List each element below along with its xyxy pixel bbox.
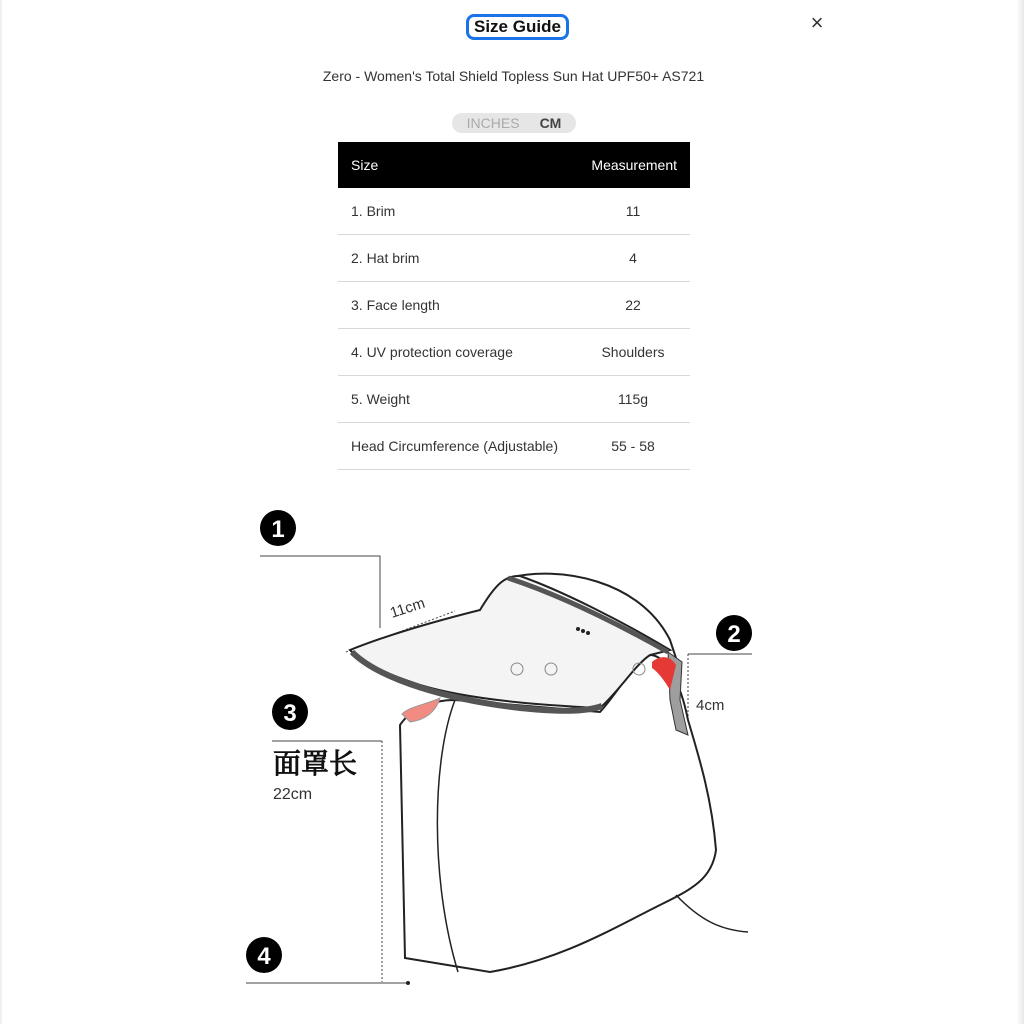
row-value: 4 (576, 235, 690, 282)
column-header-size: Size (338, 142, 576, 188)
svg-text:2: 2 (727, 621, 741, 648)
row-label: 1. Brim (338, 188, 576, 235)
row-label: 3. Face length (338, 282, 576, 329)
brim-dimension: 11cm (387, 594, 428, 622)
brim-leader-line (260, 556, 380, 628)
hat-illustration (350, 574, 748, 972)
close-icon[interactable]: × (810, 10, 824, 35)
face-length-label: 面罩长 (273, 747, 358, 780)
row-label: 4. UV protection coverage (338, 329, 576, 376)
unit-inches-option[interactable]: INCHES (466, 115, 520, 131)
marker-3 (272, 694, 308, 730)
row-label: Head Circumference (Adjustable) (338, 423, 576, 470)
marker-2 (716, 615, 752, 651)
row-label: 2. Hat brim (338, 235, 576, 282)
row-value: 55 - 58 (576, 423, 690, 470)
svg-text:3: 3 (283, 700, 297, 727)
product-name: Zero - Women's Total Shield Topless Sun Hat UPF50+ AS721 (322, 68, 705, 84)
marker-1 (260, 510, 296, 546)
unit-cm-option[interactable]: CM (539, 115, 562, 131)
column-header-measurement: Measurement (576, 142, 690, 188)
marker-4 (246, 937, 282, 973)
svg-text:4: 4 (257, 943, 271, 970)
svg-text:1: 1 (271, 516, 285, 543)
row-value: 115g (576, 376, 690, 423)
row-value: 11 (576, 188, 690, 235)
row-value: 22 (576, 282, 690, 329)
face-length-dimension: 22cm (273, 786, 313, 803)
hat-brim-dimension: 4cm (696, 697, 725, 714)
dialog-title[interactable]: Size Guide (466, 14, 569, 40)
row-value: Shoulders (576, 329, 690, 376)
row-label: 5. Weight (338, 376, 576, 423)
